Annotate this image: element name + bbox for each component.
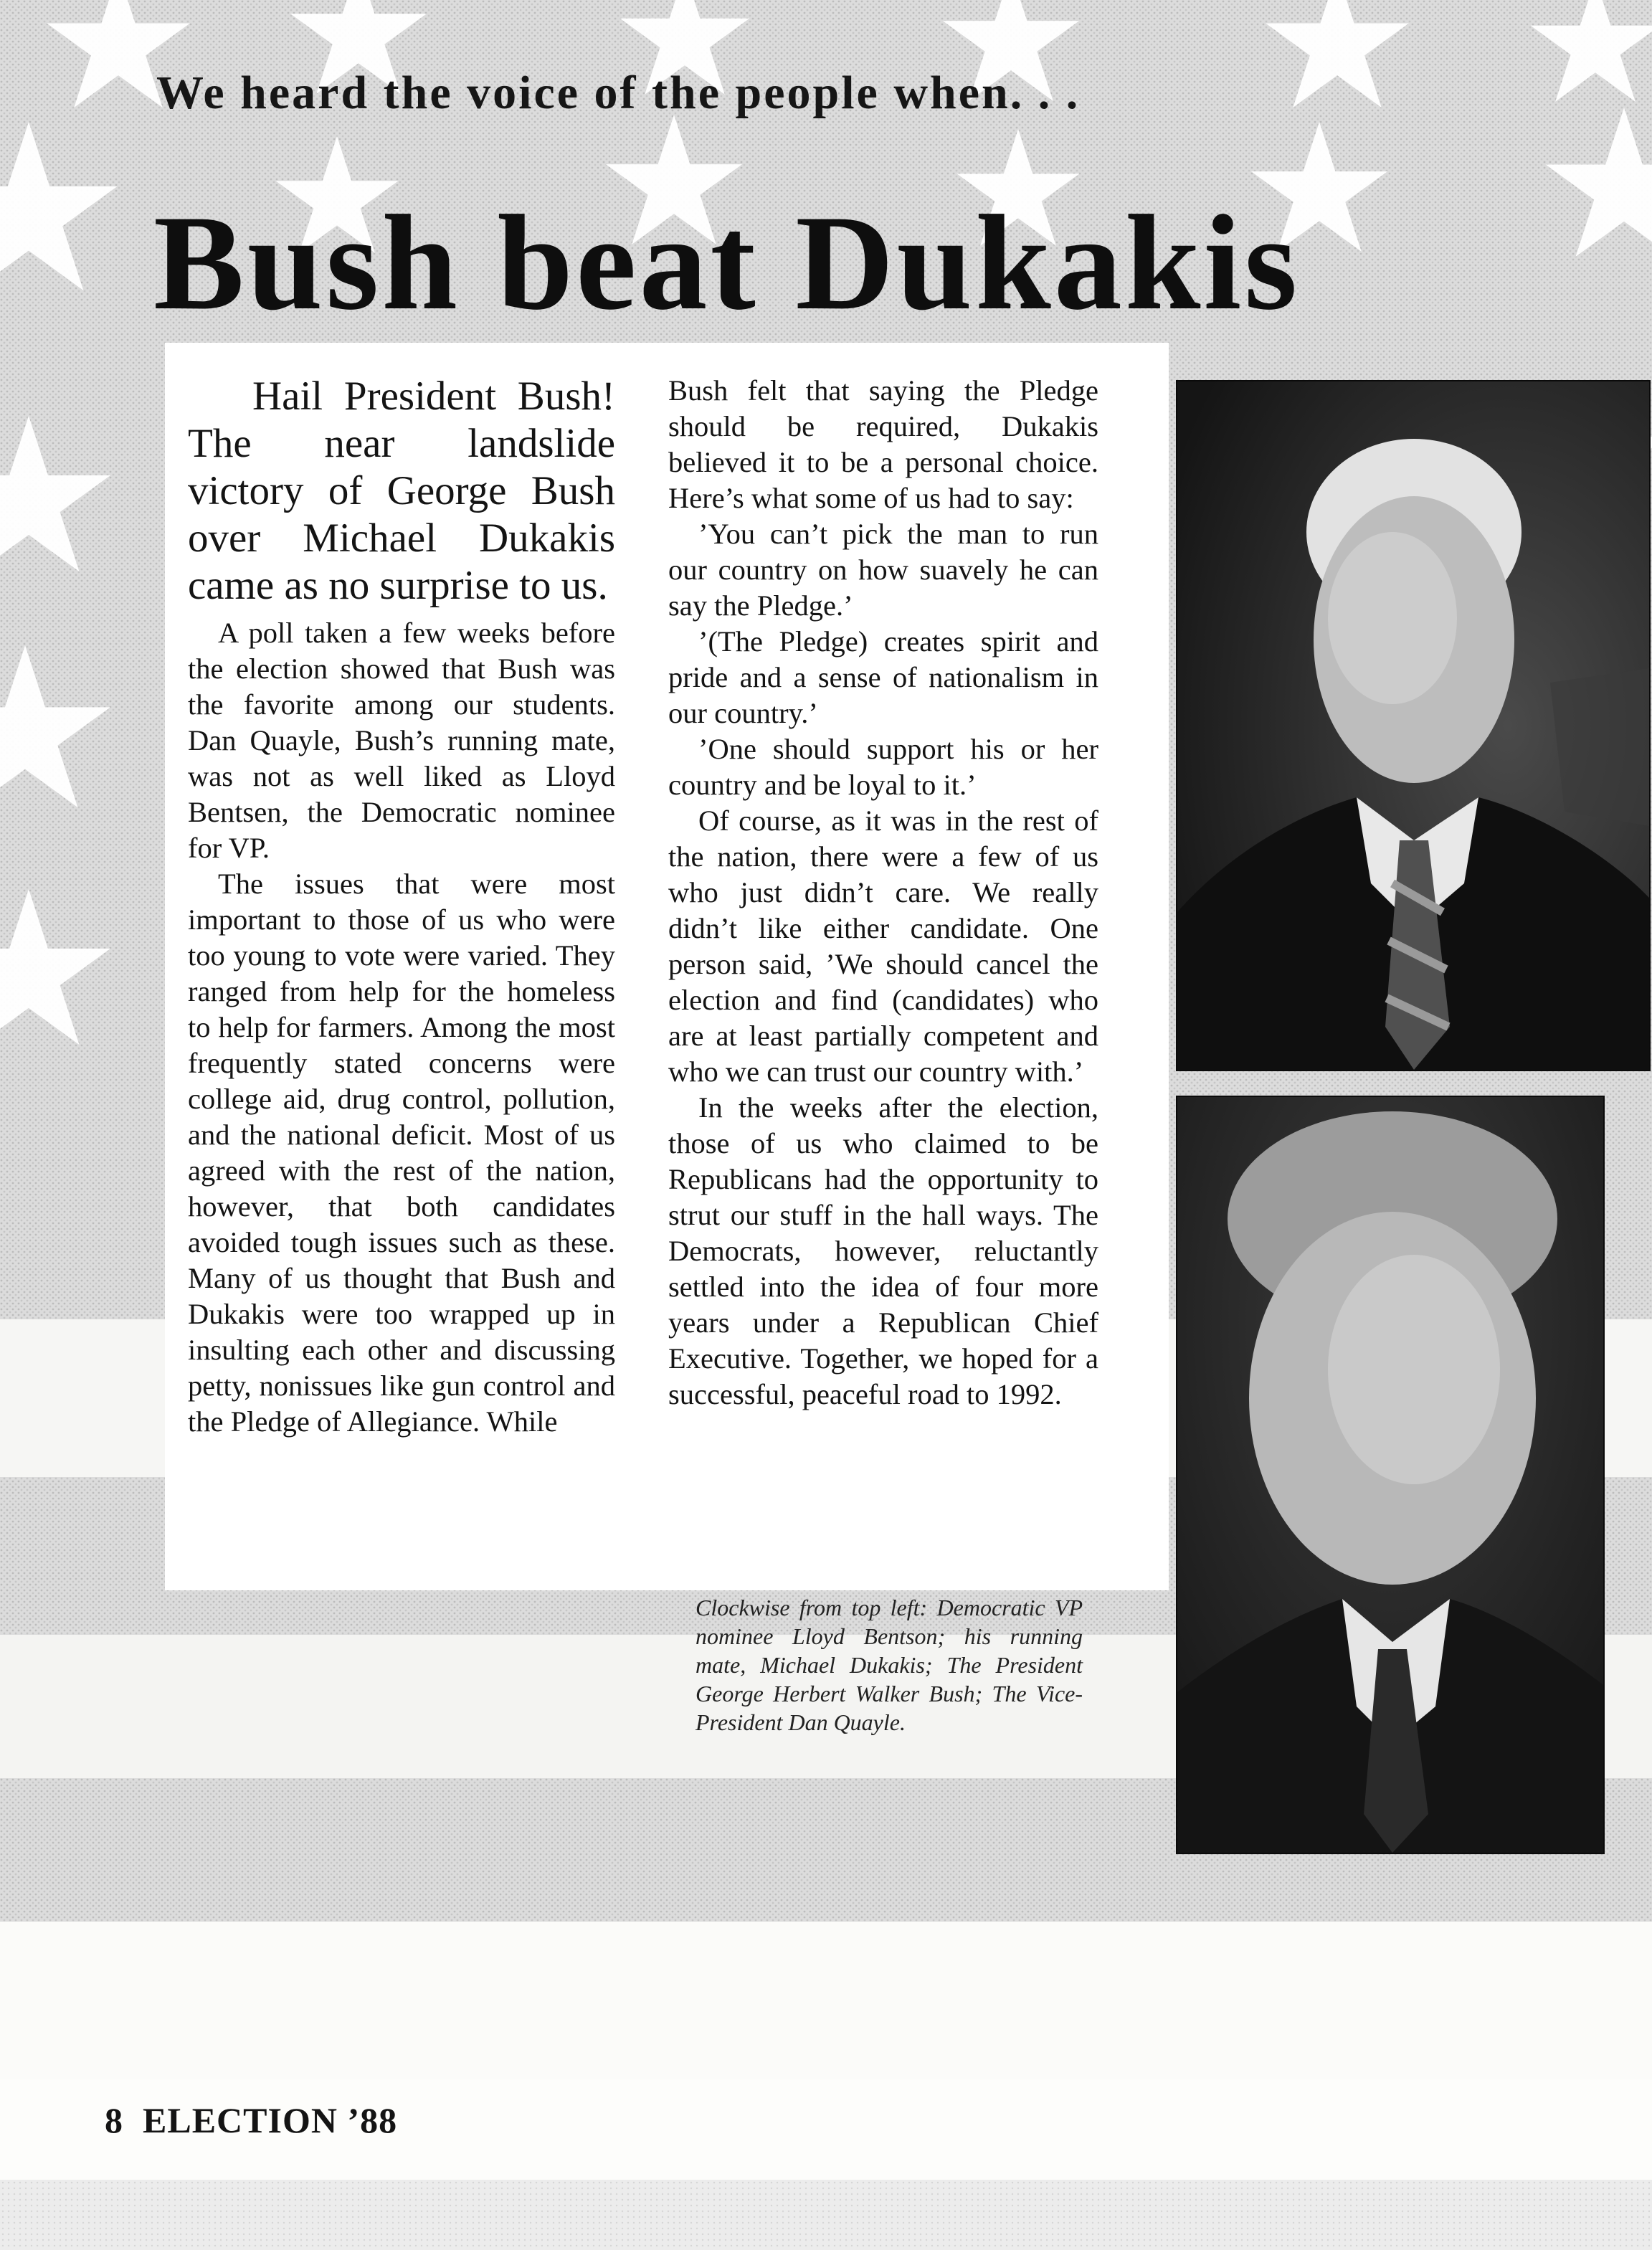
article-paragraph: Bush felt that saying the Pledge should be required, Dukakis believed it to be a personal choice. Here’s what some of us had to say: [668,374,1098,514]
photo-caption: Clockwise from top left: Democratic VP nominee Lloyd Bentson; his running mate, Michael Dukakis; The President George Herbert Walker Bush; The Vice-President Dan Quayle. [696,1595,1083,1735]
article-lede: Hail President Bush! The near landslide victory of George Bush over Michael Dukakis came as no surprise to us. [188,374,615,608]
quote-paragraph: ’(The Pledge) creates spirit and pride and a sense of nationalism in our country.’ [668,625,1098,729]
article-paragraph: In the weeks after the election, those of us who claimed to be Republicans had the opportunity to strut our stuff in the hall ways. The Democrats, however, reluctantly settled into the idea of four more years under a Republican Chief Executive. Together, we hoped for a successful, peaceful road to 1992. [668,1091,1098,1410]
photo-bentsen [1176,380,1651,1071]
section-name: ELECTION ’88 [143,2100,398,2140]
kicker-headline: We heard the voice of the people when. . . [156,67,1081,119]
quote-paragraph: ’One should support his or her country and be loyal to it.’ [668,733,1098,801]
article-paragraph: A poll taken a few weeks before the election showed that Bush was the favorite among our students. Dan Quayle, Bush’s running mate, was not as well liked as Lloyd Bentsen, the Democratic nominee for VP. [188,617,615,864]
article-paragraph: Of course, as it was in the rest of the nation, there were a few of us who just didn’t care. We really didn’t like either candidate. One person said, ’We should cancel the election and find (candidates) who are at least partially competent and who we can trust our country with.’ [668,804,1098,1088]
article-paragraph: The issues that were most important to those of us who were too young to vote were varied. They ranged from help for the homeless to help for farmers. Among the most frequently stated concerns were college aid, drug control, pollution, and the national deficit. Most of us agreed with the rest of the nation, however, that both candidates avoided tough issues such as these. Many of us thought that Bush and Dukakis were too wrapped up in insulting each other and discussing petty, nonissues like gun control and the Pledge of Allegiance. While [188,868,615,1438]
page-footer [105,2099,397,2141]
article-column-2 [668,373,1098,1413]
article-column-1 [188,373,615,1440]
page-title: Bush beat Dukakis [153,188,1301,338]
page-number: 8 [105,2100,123,2140]
photo-quayle [1176,1096,1605,1854]
quote-paragraph: ’You can’t pick the man to run our country on how suavely he can say the Pledge.’ [668,518,1098,622]
